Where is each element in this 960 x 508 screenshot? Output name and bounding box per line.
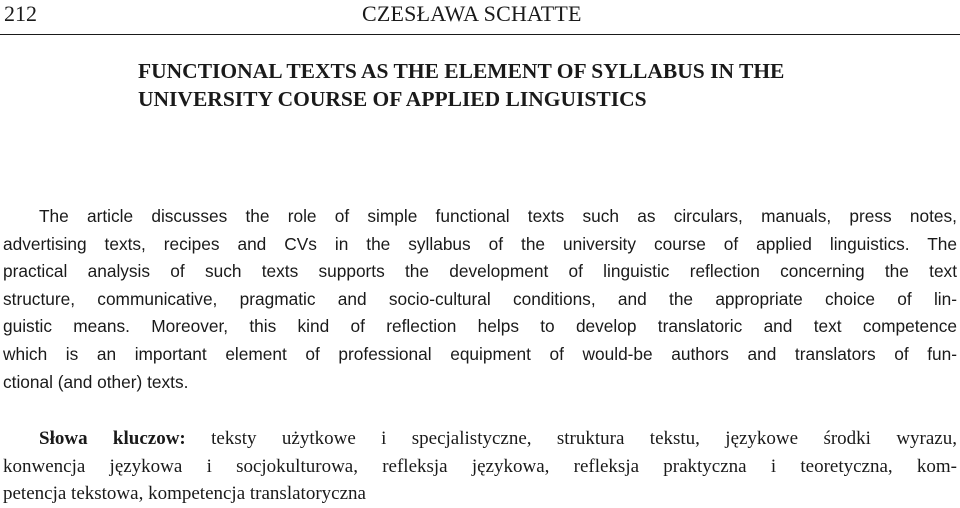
keywords-paragraph (3, 425, 957, 508)
keywords-line: petencja tekstowa, kompetencja translatoryczna (3, 483, 366, 505)
abstract-line: The article discusses the role of simple functional texts such as circulars, manuals, press notes, (39, 206, 957, 226)
abstract-line: which is an important element of professional equipment of would-be authors and translators of fun- (3, 343, 957, 364)
abstract-line: guistic means. Moreover, this kind of reflection helps to develop translatoric and text competence (3, 316, 957, 337)
running-head (0, 0, 960, 35)
running-head-author: CZESŁAWA SCHATTE (362, 1, 582, 26)
abstract-line: practical analysis of such texts supports the development of linguistic reflection concerning the text (3, 261, 957, 282)
article-title (138, 57, 878, 113)
page-number: 212 (4, 1, 37, 26)
keywords-line (3, 425, 957, 453)
abstract-line: advertising texts, recipes and CVs in the syllabus of the university course of applied linguistics. The (3, 233, 957, 254)
abstract-line: structure, communicative, pragmatic and socio-cultural conditions, and the appropriate choice of lin- (3, 288, 957, 309)
keywords-line: konwencja językowa i socjokulturowa, refleksja językowa, refleksja praktyczna i teoretyczna, kom- (3, 455, 957, 477)
title-line: FUNCTIONAL TEXTS AS THE ELEMENT OF SYLLABUS IN THE (138, 59, 785, 83)
keywords-label: Słowa kluczow: (39, 428, 186, 449)
abstract-paragraph (3, 203, 957, 396)
keywords-text: teksty użytkowe i specjalistyczne, struktura tekstu, językowe środki wyrazu, (185, 428, 957, 449)
title-line: UNIVERSITY COURSE OF APPLIED LINGUISTICS (138, 87, 647, 111)
abstract-line: ctional (and other) texts. (3, 371, 189, 392)
